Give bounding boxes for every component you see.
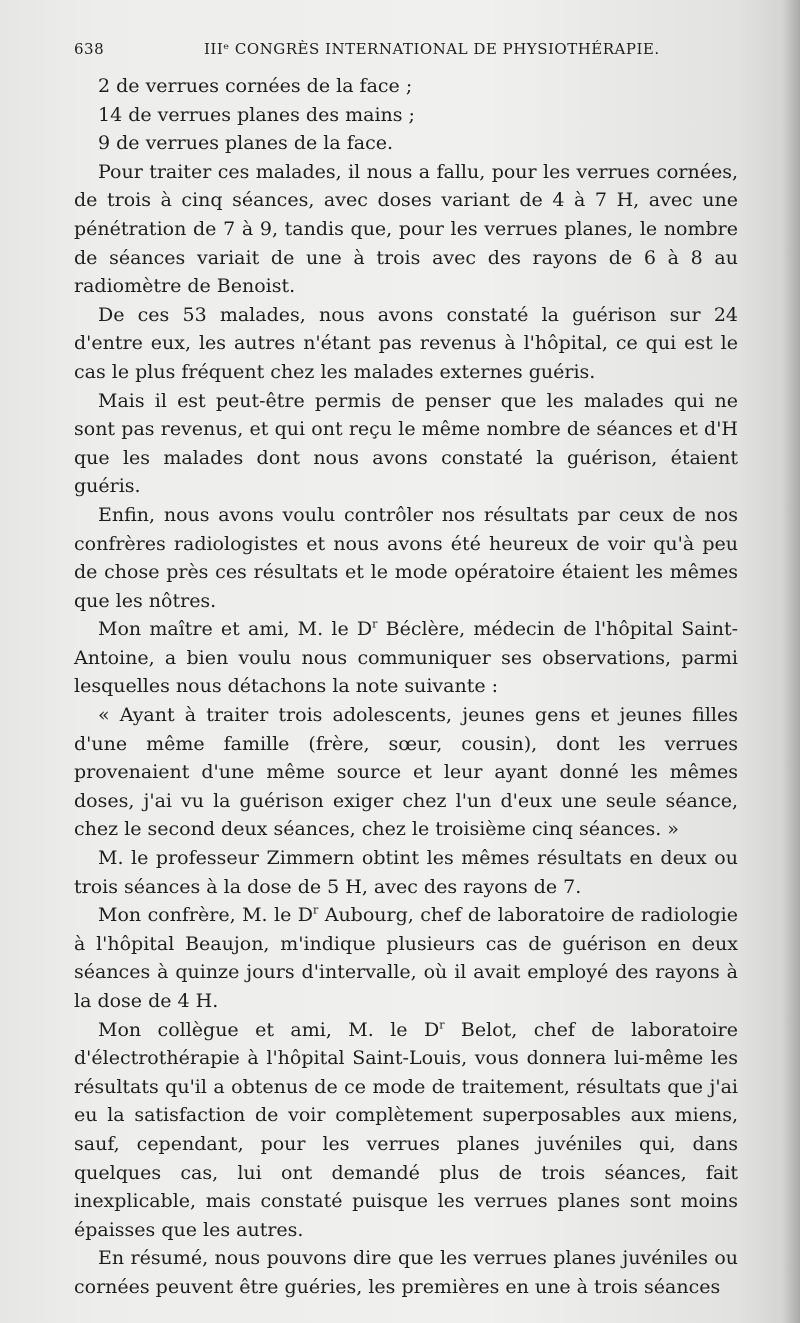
paragraph-text: Mon collègue et ami, M. le D bbox=[98, 1018, 440, 1041]
paragraph: Enfin, nous avons voulu contrôler nos résultats par ceux de nos confrères radiologistes et nous avons été heureux de voir qu'à peu de chose près ces résultats et le mode opératoire étaient les mêmes que les nôtres. bbox=[74, 503, 738, 612]
paragraph-text: Aubourg, chef de laboratoire de radiologie à l'hôpital Beaujon, m'indique plusieurs cas de guérison en deux séances à quinze jours d'intervalle, où il avait employé des rayons à la dose de 4 H. bbox=[74, 904, 738, 1012]
superscript: r bbox=[372, 617, 378, 631]
paragraph-text: Mon confrère, M. le D bbox=[98, 904, 314, 927]
paragraph bbox=[74, 901, 738, 1015]
running-title: IIIᵉ CONGRÈS INTERNATIONAL DE PHYSIOTHÉRAPIE. bbox=[204, 40, 660, 58]
paragraph: Pour traiter ces malades, il nous a fallu, pour les verrues cornées, de trois à cinq séances, avec doses variant de 4 à 7 H, avec une pénétration de 7 à 9, tandis que, pour les verrues planes, le nombre de séances variait de une à trois avec des rayons de 6 à 8 au radiomètre de Benoist. bbox=[74, 160, 738, 298]
paragraph-text: Belot, chef de laboratoire d'électrothérapie à l'hôpital Saint-Louis, vous donnera lui-même les résultats qu'il a obtenus de ce mode de traitement, résultats que j'ai eu la satisfaction de voir complètement superposables aux miens, sauf, cependant, pour les verrues planes juvéniles qui, dans quelques cas, lui ont demandé plus de trois séances, fait inexplicable, mais constaté puisque les verrues planes sont moins épaisses que les autres. bbox=[74, 1018, 738, 1241]
paragraph-text: Mon maître et ami, M. le D bbox=[98, 618, 373, 641]
paragraph bbox=[74, 1016, 738, 1245]
list-item: 2 de verrues cornées de la face ; bbox=[98, 75, 413, 97]
superscript: r bbox=[439, 1018, 445, 1032]
paragraph-text: Béclère, médecin de l'hôpital Saint-Antoine, a bien voulu nous communiquer ses observations, parmi lesquelles nous détachons la note suivante : bbox=[74, 618, 738, 698]
list-item: 14 de verrues planes des mains ; bbox=[98, 103, 415, 126]
page-number: 638 bbox=[74, 40, 105, 58]
quotation: « Ayant à traiter trois adolescents, jeunes gens et jeunes filles d'une même famille (frère, sœur, cousin), dont les verrues provenaient d'une même source et leur ayant donné les mêmes doses, j'ai vu la guérison exiger chez l'un d'eux une seule séance, chez le second deux séances, chez le troisième cinq séances. » bbox=[74, 704, 738, 841]
list-item: 9 de verrues planes de la face. bbox=[98, 132, 394, 155]
running-header bbox=[74, 40, 734, 64]
paragraph: Mais il est peut-être permis de penser que les malades qui ne sont pas revenus, et qui ont reçu le même nombre de séances et d'H que les malades dont nous avons constaté la guérison, étaient guéris. bbox=[74, 389, 738, 498]
paragraph: En résumé, nous pouvons dire que les verrues planes juvéniles ou cornées peuvent être guéries, les premières en une à trois séances bbox=[74, 1247, 738, 1298]
page-edge-shadow bbox=[782, 0, 800, 1323]
body-text bbox=[74, 72, 738, 1302]
paragraph: M. le professeur Zimmern obtint les mêmes résultats en deux ou trois séances à la dose de 5 H, avec des rayons de 7. bbox=[74, 847, 738, 898]
paragraph: De ces 53 malades, nous avons constaté la guérison sur 24 d'entre eux, les autres n'étant pas revenus à l'hôpital, ce qui est le cas le plus fréquent chez les malades externes guéris. bbox=[74, 303, 738, 383]
paragraph bbox=[74, 615, 738, 701]
superscript: r bbox=[313, 903, 319, 917]
